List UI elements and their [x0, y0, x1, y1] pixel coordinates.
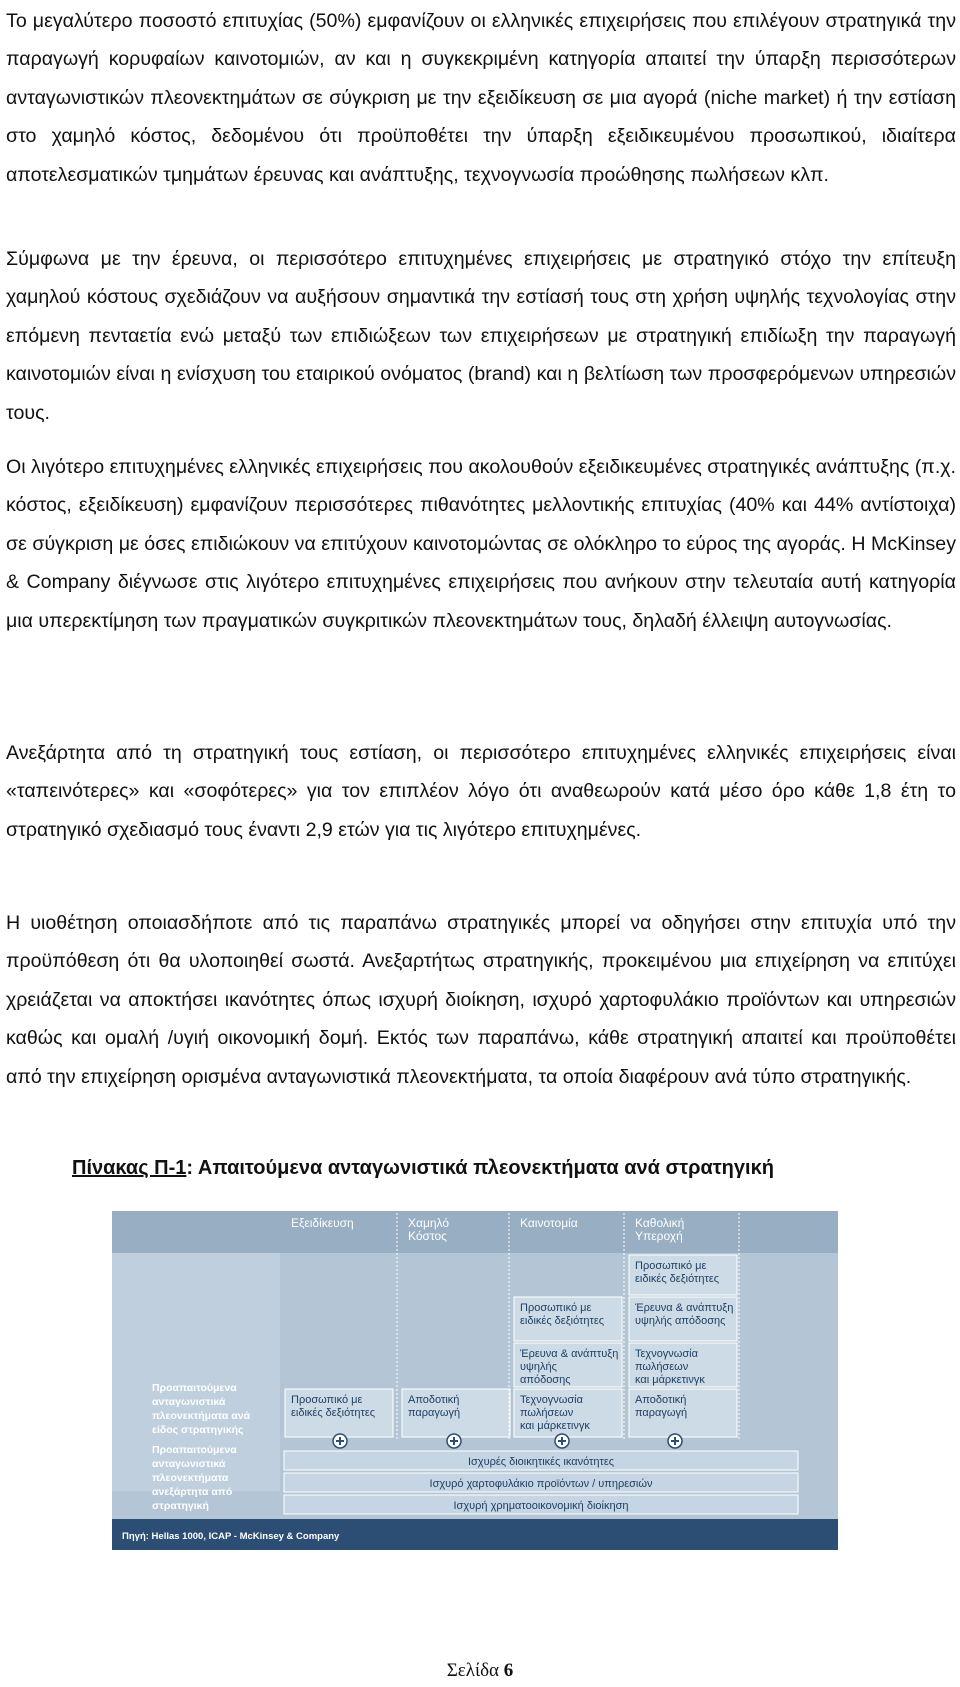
column-header-4: Καθολική Υπεροχή — [635, 1216, 685, 1243]
table-caption — [72, 1157, 774, 1180]
cell-specialization-1: Προσωπικό με ειδικές δεξιότητες — [291, 1394, 376, 1419]
capability-bar-2: Ισχυρό χαρτοφυλάκιο προϊόντων / υπηρεσιών — [429, 1478, 653, 1490]
column-header-1: Εξειδίκευση — [291, 1216, 354, 1230]
cell-lowcost-1: Αποδοτική παραγωγή — [408, 1394, 461, 1419]
capability-bar-3: Ισχυρή χρηματοοικονομική διοίκηση — [453, 1500, 629, 1512]
cell-innovation-1: Προσωπικό με ειδικές δεξιότητες — [520, 1302, 605, 1327]
capability-bar-1: Ισχυρές διοικητικές ικανότητες — [467, 1456, 615, 1468]
row-label-strategy-specific: Προαπαιτούμενα ανταγωνιστικά πλεονεκτήματα ανά είδος στρατηγικής — [152, 1382, 251, 1436]
cell-universal-2: Έρευνα & ανάπτυξη υψηλής απόδοσης — [635, 1302, 734, 1327]
row-label-independent: Προαπαιτούμενα ανταγωνιστικά πλεονεκτήματα ανεξάρτητα από στρατηγική — [152, 1444, 237, 1512]
figure-header-row — [112, 1211, 838, 1253]
paragraph-5: Η υιοθέτηση οποιασδήποτε από τις παραπάνω στρατηγικές μπορεί να οδηγήσει στην επιτυχία υπό την προϋπόθεση ότι θα υλοποιηθεί σωστά. Ανεξαρτήτως στρατηγικής, προκειμένου μια επιχείρηση να επιτύχει χρειάζεται να αποκτήσει ικανότητες όπως ισχυρή διοίκηση, ισχυρό χαρτοφυλάκιο προϊόντων και υπηρεσιών καθώς και ομαλή /υγιή οικονομική δομή. Εκτός των παραπάνω, κάθε στρατηγική απαιτεί και προϋποθέτει από την επιχείρηση ορισμένα ανταγωνιστικά πλεονεκτήματα, τα οποία διαφέρουν ανά τύπο στρατηγικής. — [6, 912, 956, 1088]
cell-innovation-2: Έρευνα & ανάπτυξη υψηλής απόδοσης — [520, 1348, 619, 1386]
page-number: 6 — [503, 1660, 514, 1681]
paragraph-2: Σύμφωνα με την έρευνα, οι περισσότερο επιτυχημένες επιχειρήσεις με στρατηγικό στόχο την επίτευξη χαμηλού κόστους σχεδιάζουν να αυξήσουν σημαντικά την εστίασή τους στη χρήση υψηλής τεχνολογίας στην επόμενη πενταετία ενώ μεταξύ των επιδιώξεων των επιχειρήσεων με στρατηγική επιδίωξη την παραγωγή καινοτομιών είναι η ενίσχυση του εταιρικού ονόματος (brand) και η βελτίωση των προσφερόμενων υπηρεσιών τους. — [6, 248, 956, 424]
figure-canvas — [112, 1211, 838, 1550]
source-note: Πηγή: Hellas 1000, ICAP - McKinsey & Company — [122, 1531, 340, 1542]
paragraph-3: Οι λιγότερο επιτυχημένες ελληνικές επιχειρήσεις που ακολουθούν εξειδικευμένες στρατηγικές ανάπτυξης (π.χ. κόστος, εξειδίκευση) εμφανίζουν περισσότερες πιθανότητες μελλοντικής επιτυχίας (40% και 44% αντίστοιχα) σε σύγκριση με όσες επιδιώκουν να επιτύχουν καινοτομώντας σε ολόκληρο το εύρος της αγοράς. Η McKinsey & Company διέγνωσε στις λιγότερο επιτυχημένες επιχειρήσεις που ανήκουν στην τελευταία αυτή κατηγορία μια υπερεκτίμηση των πραγματικών συγκριτικών πλεονεκτημάτων τους, δηλαδή έλλειψη αυτογνωσίας. — [6, 456, 956, 632]
cell-universal-3: Τεχνογνωσία πωλήσεων και μάρκετινγκ — [635, 1348, 705, 1386]
paragraph-4: Ανεξάρτητα από τη στρατηγική τους εστίαση, οι περισσότερο επιτυχημένες ελληνικές επιχειρήσεις είναι «ταπεινότερες» και «σοφότερες» για τον επιπλέον λόγο ότι αναθεωρούν κατά μέσο όρο κάθε 1,8 έτη το στρατηγικό σχεδιασμό τους έναντι 2,9 ετών για τις λιγότερο επιτυχημένες. — [6, 742, 956, 841]
table-caption-separator: : — [186, 1157, 198, 1179]
column-header-2: Χαμηλό Κόστος — [408, 1216, 450, 1243]
table-caption-label: Πίνακας Π-1 — [72, 1157, 187, 1179]
strategy-advantages-figure — [112, 1211, 838, 1550]
paragraph-1: Το μεγαλύτερο ποσοστό επιτυχίας (50%) εμφανίζουν οι ελληνικές επιχειρήσεις που επιλέγουν στρατηγικά την παραγωγή κορυφαίων καινοτομιών, αν και η συγκεκριμένη κατηγορία απαιτεί την ύπαρξη περισσότερων ανταγωνιστικών πλεονεκτημάτων σε σύγκριση με την εξειδίκευση σε μια αγορά (niche market) ή την εστίαση στο χαμηλό κόστος, δεδομένου ότι προϋποθέτει την ύπαρξη εξειδικευμένου προσωπικού, ιδιαίτερα αποτελεσματικών τμημάτων έρευνας και ανάπτυξης, τεχνογνωσία προώθησης πωλήσεων κλπ. — [6, 10, 956, 186]
cell-universal-4: Αποδοτική παραγωγή — [635, 1394, 688, 1419]
cell-innovation-3: Τεχνογνωσία πωλήσεων και μάρκετινγκ — [520, 1394, 590, 1432]
column-header-3: Καινοτομία — [520, 1216, 578, 1230]
table-caption-title: Απαιτούμενα ανταγωνιστικά πλεονεκτήματα ανά στρατηγική — [197, 1157, 774, 1179]
footer-label: Σελίδα — [446, 1660, 504, 1681]
page-footer — [0, 1660, 960, 1682]
cell-universal-1: Προσωπικό με ειδικές δεξιότητες — [635, 1260, 720, 1285]
